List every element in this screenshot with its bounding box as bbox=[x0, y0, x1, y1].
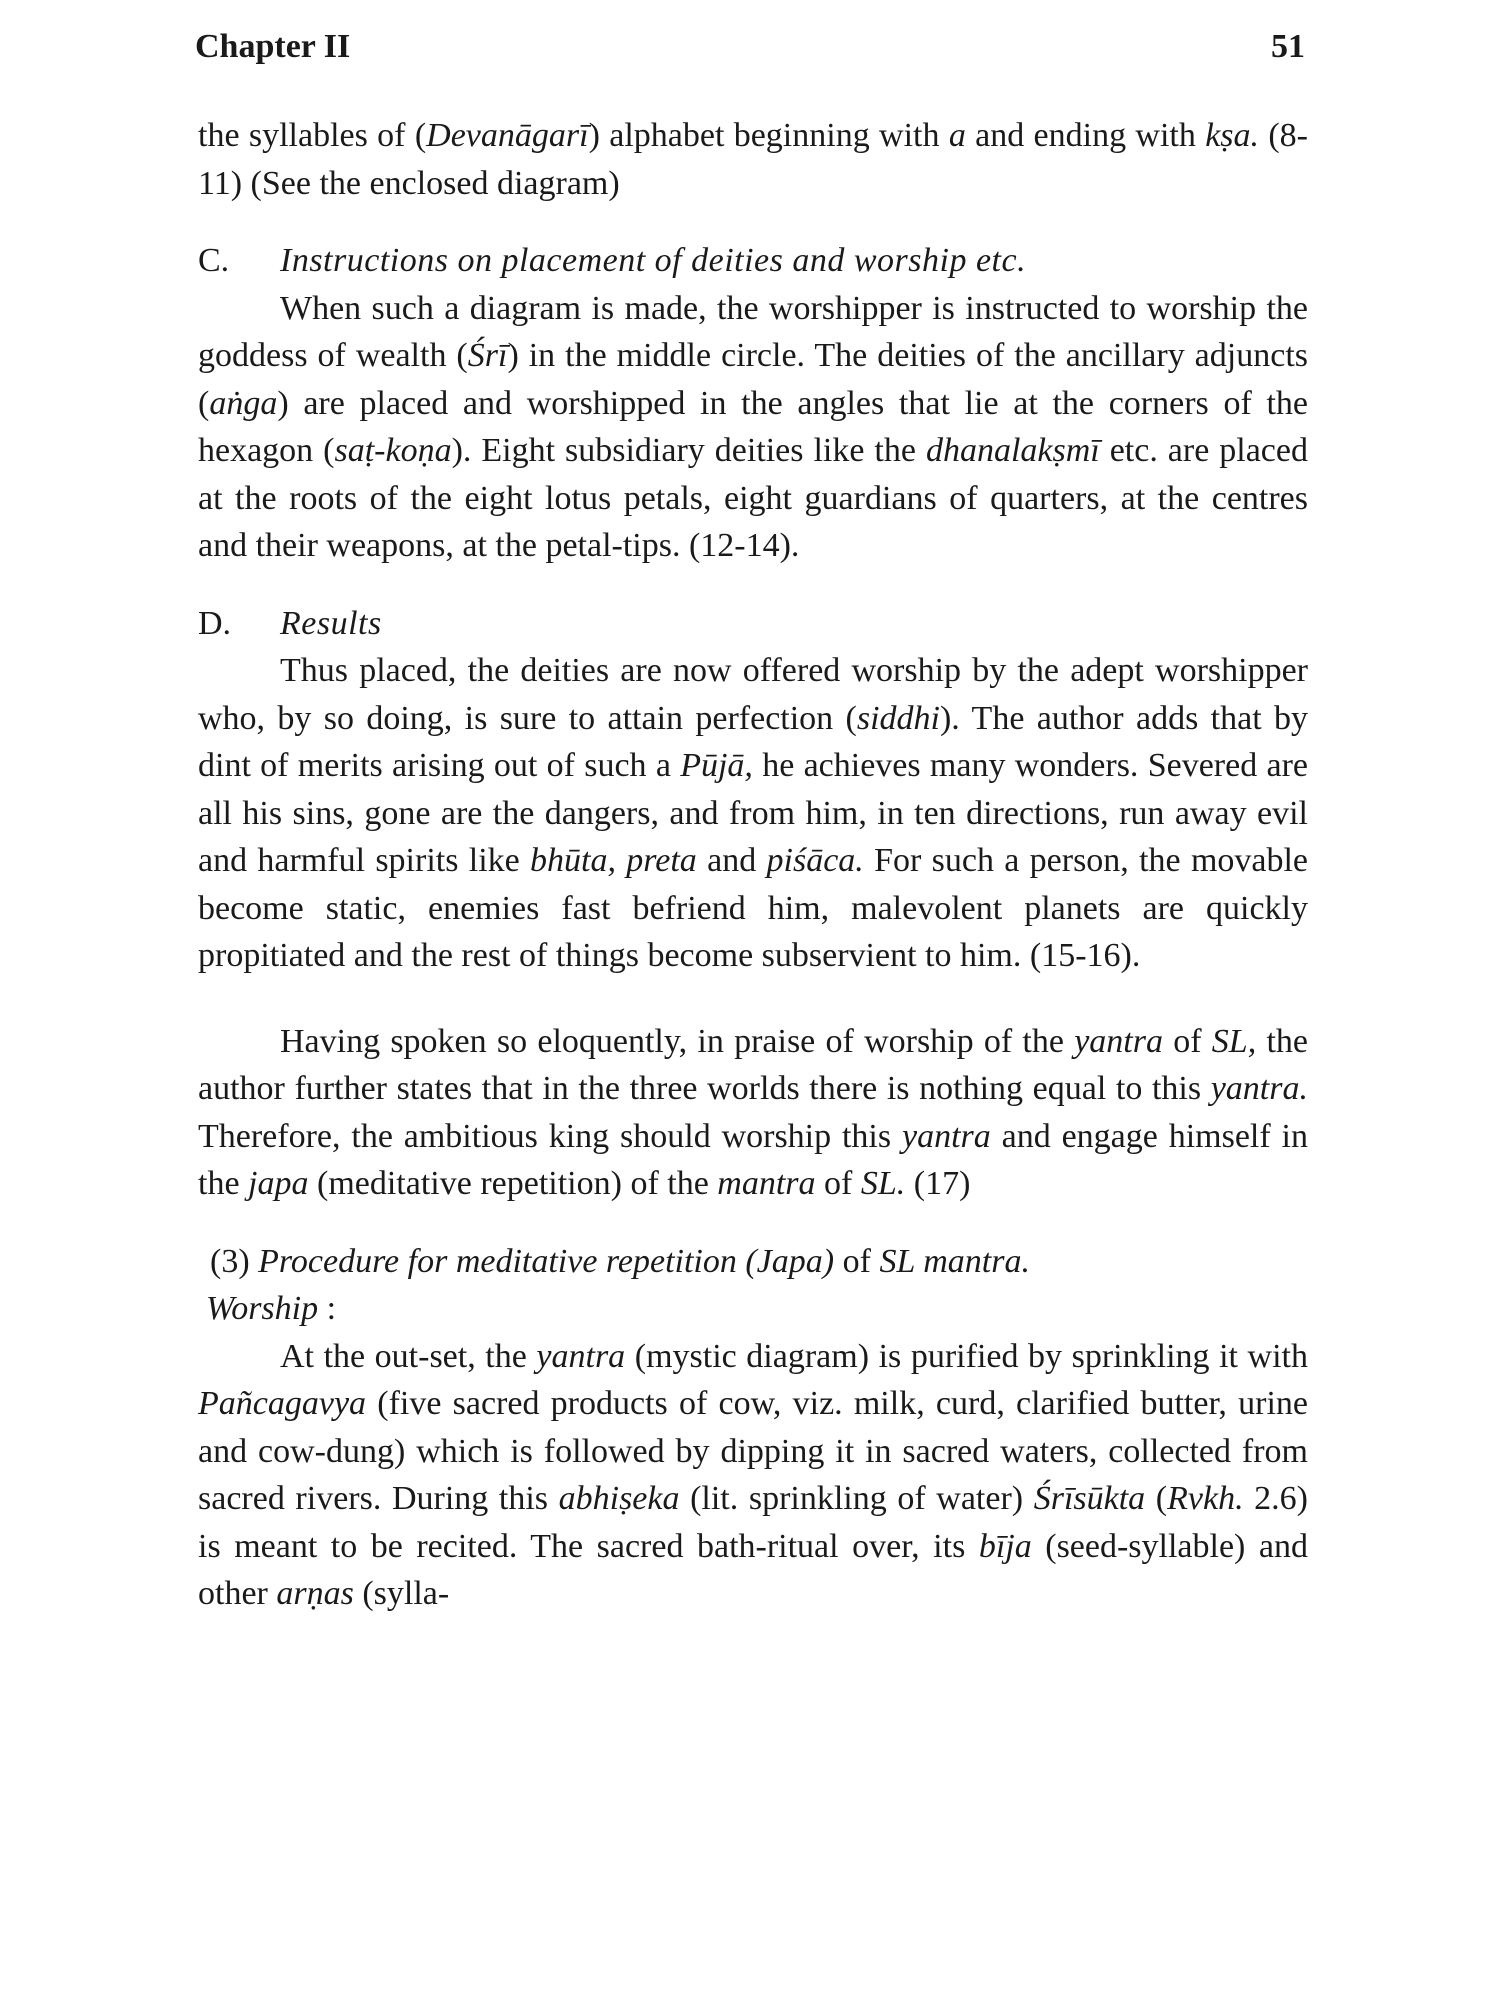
text-run: he achieves many wonders. Severed are all his sins, gone are the dangers, and from him, in ten directions, run away evil and harmful spirits like bbox=[198, 747, 1309, 879]
text-run: (17) bbox=[905, 1165, 971, 1202]
italic-run: SL, bbox=[1211, 1022, 1257, 1060]
subheading-worship bbox=[198, 1285, 1308, 1333]
italic-run: Rvkh. bbox=[1167, 1480, 1244, 1517]
section-title: Results bbox=[280, 604, 382, 642]
italic-run: SL. bbox=[860, 1165, 906, 1202]
italic-run: piśāca. bbox=[766, 842, 864, 879]
italic-run: yantra bbox=[901, 1117, 991, 1155]
italic-run: yantra bbox=[536, 1337, 626, 1375]
text-run: When such a diagram is made, the worshipper is instructed to worship the goddess of wealth ( bbox=[198, 289, 1308, 374]
paragraph-purification bbox=[198, 1333, 1308, 1618]
italic-run: yantra. bbox=[1210, 1070, 1308, 1107]
italic-run: kṣa. bbox=[1205, 117, 1260, 154]
text-run: ) in the middle circle. The deities of the ancillary adjuncts ( bbox=[198, 337, 1308, 422]
text-run: ). Eight subsidiary deities like the bbox=[451, 432, 926, 469]
italic-run: Pūjā, bbox=[680, 747, 753, 784]
italic-run: mantra bbox=[717, 1165, 816, 1202]
page-body bbox=[198, 112, 1308, 1618]
italic-run: Śrīsūkta bbox=[1033, 1480, 1146, 1517]
text-run: ). The author adds that by dint of merits arising out of such a bbox=[198, 699, 1308, 784]
italic-run: dhanalakṣmī bbox=[925, 432, 1100, 469]
text-run: (lit. sprinkling of water) bbox=[679, 1480, 1034, 1517]
text-run: ) are placed and worshipped in the angles that lie at the corners of the hexagon ( bbox=[198, 384, 1308, 469]
italic-run: japa bbox=[248, 1165, 309, 1202]
text-run: For such a person, the movable become static, enemies fast befriend him, malevolent planets are quickly propitiated and the rest of things become subservient to him. (15-16). bbox=[198, 842, 1309, 974]
text-run: and bbox=[696, 842, 767, 879]
italic-run: Devanāgarī bbox=[426, 117, 589, 154]
italic-run: yantra bbox=[1074, 1022, 1163, 1060]
paragraph-syllables bbox=[198, 112, 1308, 207]
paragraph-placement bbox=[198, 285, 1308, 570]
text-run: etc. are placed at the roots of the eight lotus petals, eight guardians of quarters, at the centres and their weapons, at the petal-tips. (12-14). bbox=[198, 432, 1308, 564]
text-run: (meditative repetition) of the bbox=[308, 1165, 718, 1202]
text-run: Thus placed, the deities are now offered worship by the adept worshipper who, by so doing, is sure to attain perfection ( bbox=[198, 652, 1308, 737]
text-run: (3) bbox=[210, 1242, 259, 1280]
section-heading-procedure bbox=[198, 1238, 1308, 1286]
text-run: ( bbox=[1145, 1480, 1168, 1517]
italic-run: arṇas bbox=[276, 1575, 354, 1612]
text-run: Therefore, the ambitious king should worship this bbox=[198, 1117, 902, 1155]
text-run: the author further states that in the three worlds there is nothing equal to this bbox=[198, 1022, 1308, 1107]
text-run: and ending with bbox=[965, 117, 1206, 154]
text-run: 2.6) is meant to be recited. The sacred bath-ritual over, its bbox=[198, 1480, 1309, 1565]
italic-run: aṅga bbox=[209, 384, 278, 422]
italic-run: bīja bbox=[978, 1527, 1032, 1565]
italic-run: Pañcagavya bbox=[198, 1385, 367, 1422]
italic-run: saṭ-koṇa bbox=[334, 432, 452, 469]
italic-run: bhūta, preta bbox=[530, 842, 697, 879]
section-letter: D. bbox=[198, 604, 232, 642]
paragraph-results bbox=[198, 647, 1308, 980]
text-run: At the out-set, the bbox=[280, 1337, 537, 1375]
text-run: of bbox=[815, 1165, 861, 1202]
italic-run: a bbox=[948, 117, 966, 154]
text-run: (sylla- bbox=[353, 1575, 450, 1612]
text-run: ) alphabet beginning with bbox=[588, 117, 949, 154]
text-run: the syllables of ( bbox=[198, 117, 427, 154]
text-run: (mystic diagram) is purified by sprinkling it with bbox=[625, 1337, 1308, 1375]
text-run: (8-11) (See the enclosed diagram) bbox=[198, 117, 1309, 202]
paragraph-yantra-praise bbox=[198, 1018, 1308, 1208]
text-run: Having spoken so eloquently, in praise of worship of the bbox=[280, 1022, 1075, 1060]
italic-run: SL mantra. bbox=[879, 1242, 1030, 1280]
italic-run: siddhi bbox=[856, 699, 940, 737]
text-run: of bbox=[1162, 1022, 1212, 1060]
running-head bbox=[195, 28, 1305, 76]
text-run: : bbox=[318, 1290, 337, 1327]
text-run: of bbox=[834, 1242, 880, 1280]
text-run: (five sacred products of cow, viz. milk, curd, clarified butter, urine and cow-dung) which is followed by dipping it in sacred waters, collected from sacred rivers. During this bbox=[198, 1385, 1308, 1517]
section-letter: C. bbox=[198, 242, 230, 279]
chapter-title: Chapter II bbox=[195, 28, 351, 65]
italic-run: Procedure for meditative repetition (Japa) bbox=[258, 1242, 835, 1280]
section-heading-c bbox=[198, 237, 1308, 285]
italic-run: abhiṣeka bbox=[558, 1480, 680, 1517]
italic-run: Worship bbox=[206, 1290, 319, 1327]
text-run: (seed-syllable) and other bbox=[198, 1527, 1308, 1612]
section-title: Instructions on placement of deities and worship etc. bbox=[280, 242, 1027, 279]
italic-run: Śrī bbox=[467, 337, 508, 374]
section-heading-d bbox=[198, 600, 1308, 648]
text-run: and engage himself in the bbox=[198, 1117, 1308, 1202]
page-number: 51 bbox=[1271, 28, 1305, 65]
